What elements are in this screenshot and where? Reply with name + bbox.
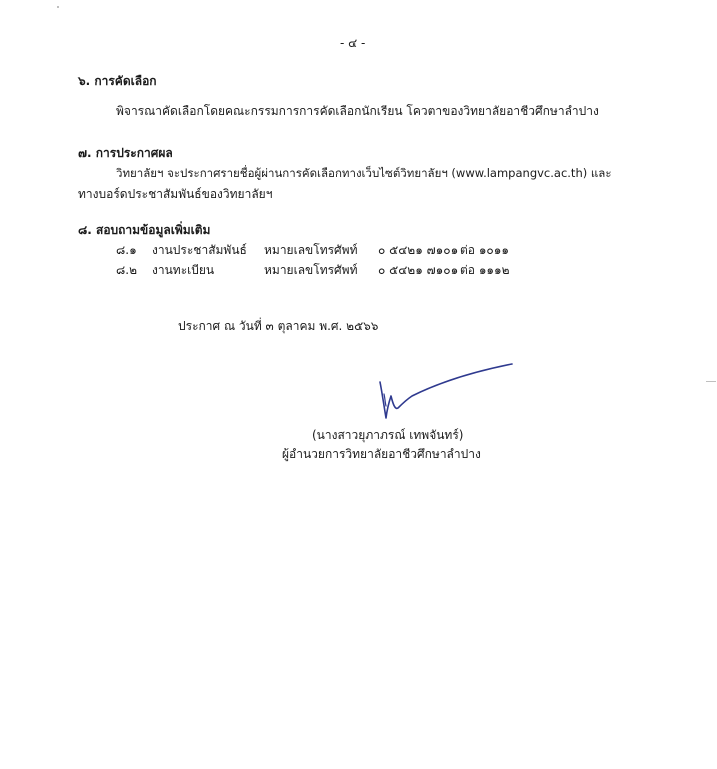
signature xyxy=(372,360,522,430)
contact-index: ๘.๑ xyxy=(116,243,137,257)
contact-department: งานทะเบียน xyxy=(152,263,215,277)
section-6-body: พิจารณาคัดเลือกโดยคณะกรรมการการคัดเลือกนักเรียน โควตาของวิทยาลัยอาชีวศึกษาลำปาง xyxy=(116,104,599,118)
signatory-position: ผู้อำนวยการวิทยาลัยอาชีวศึกษาลำปาง xyxy=(282,447,481,461)
contact-phone-label: หมายเลขโทรศัพท์ xyxy=(264,243,358,257)
page-number: - ๔ - xyxy=(340,36,366,50)
section-7-heading: ๗. การประกาศผล xyxy=(78,146,173,160)
contact-department: งานประชาสัมพันธ์ xyxy=(152,243,247,257)
signatory-name: (นางสาวยุภาภรณ์ เทพจันทร์) xyxy=(312,428,464,442)
scan-speck xyxy=(57,6,59,8)
scan-speck xyxy=(706,381,716,382)
section-7-body-line-1: วิทยาลัยฯ จะประกาศรายชื่อผู้ผ่านการคัดเลือกทางเว็บไซต์วิทยาลัยฯ (www.lampangvc.ac.th) และ xyxy=(116,166,612,180)
section-8-heading: ๘. สอบถามข้อมูลเพิ่มเติม xyxy=(78,223,211,237)
announcement-date: ประกาศ ณ วันที่ ๓ ตุลาคม พ.ศ. ๒๕๖๖ xyxy=(178,319,379,333)
contact-phone: ๐ ๕๔๒๑ ๗๑๐๑ xyxy=(378,263,459,277)
contact-index: ๘.๒ xyxy=(116,263,137,277)
section-7-body-line-2: ทางบอร์ดประชาสัมพันธ์ของวิทยาลัยฯ xyxy=(78,187,273,201)
contact-ext: ต่อ ๑๑๑๒ xyxy=(460,263,510,277)
section-6-heading: ๖. การคัดเลือก xyxy=(78,74,157,88)
contact-phone-label: หมายเลขโทรศัพท์ xyxy=(264,263,358,277)
contact-ext: ต่อ ๑๐๑๑ xyxy=(460,243,509,257)
contact-phone: ๐ ๕๔๒๑ ๗๑๐๑ xyxy=(378,243,459,257)
